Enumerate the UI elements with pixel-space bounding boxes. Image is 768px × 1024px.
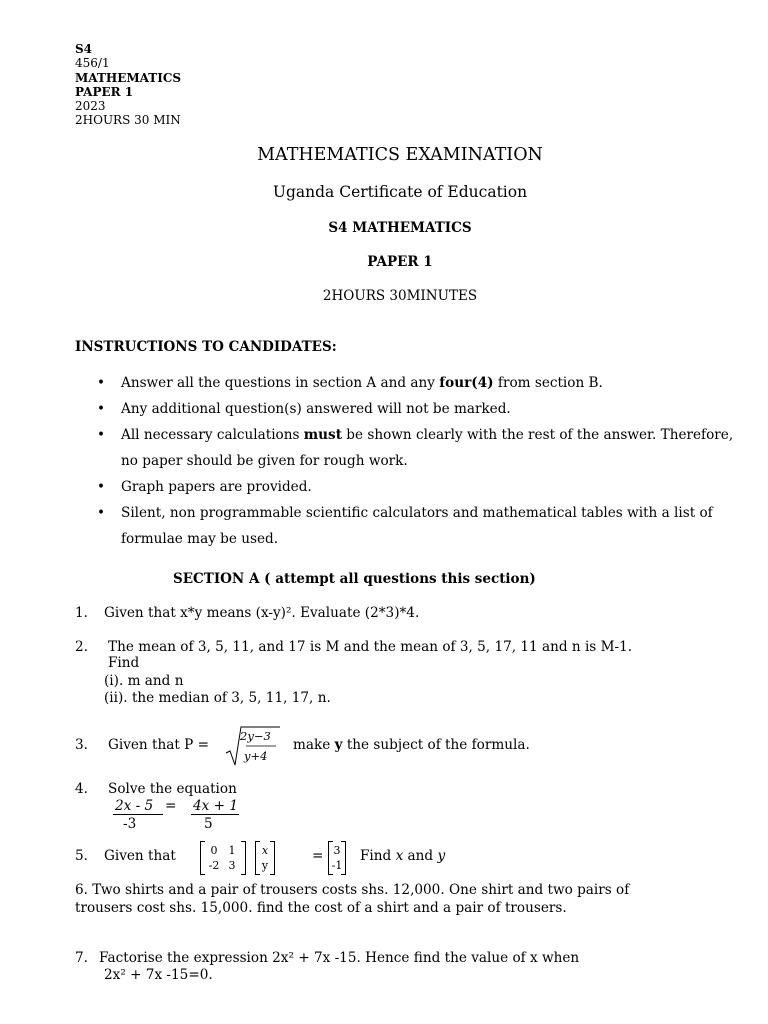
question-3-text: make y the subject of the formula. — [293, 737, 530, 753]
question-5-result-vector: 3 -1 — [328, 841, 346, 875]
question-5-matrix: 0 1 -2 3 — [200, 841, 246, 875]
bullet-icon: • — [97, 375, 106, 391]
header-code: 456/1 — [75, 56, 110, 71]
question-4-equals: = — [165, 798, 177, 814]
question-5-equals: = — [312, 848, 324, 864]
question-4-rhs-fraction-bar — [191, 814, 239, 815]
question-3-number: 3. — [75, 737, 88, 753]
instruction-item: • Graph papers are provided. — [75, 474, 735, 500]
question-6-line2: trousers cost shs. 15,000. find the cost of a shirt and a pair of trousers. — [75, 900, 567, 916]
instruction-item: • Any additional question(s) answered will not be marked. — [75, 396, 735, 422]
question-4-rhs-numerator: 4x + 1 — [193, 798, 238, 814]
bullet-icon: • — [97, 401, 106, 417]
duration-title: 2HOURS 30MINUTES — [322, 288, 478, 304]
question-2-number: 2. — [75, 639, 88, 655]
question-7-line2: 2x² + 7x -15=0. — [104, 967, 213, 983]
question-2-line2: Find — [108, 655, 140, 671]
bullet-icon: • — [97, 505, 106, 521]
question-6-line1: 6. Two shirts and a pair of trousers costs shs. 12,000. One shirt and two pairs of — [75, 882, 630, 898]
question-2-part-ii: (ii). the median of 3, 5, 11, 17, n. — [104, 690, 331, 706]
header-duration: 2HOURS 30 MIN — [75, 113, 181, 128]
question-5-prefix: Given that — [104, 848, 176, 864]
question-7-number: 7. — [75, 950, 88, 966]
question-5-vector: x y — [255, 841, 275, 875]
subject-title: S4 MATHEMATICS — [328, 220, 472, 236]
question-4-number: 4. — [75, 781, 88, 797]
question-4-lhs-denominator: -3 — [123, 816, 137, 832]
header-paper: PAPER 1 — [75, 84, 134, 99]
question-4-rhs-denominator: 5 — [204, 816, 213, 832]
question-1-number: 1. — [75, 605, 88, 621]
header-subject: MATHEMATICS — [75, 70, 182, 85]
paper-header — [75, 42, 181, 128]
question-4-lhs-fraction-bar — [113, 814, 163, 815]
question-2-line1: The mean of 3, 5, 11, and 17 is M and the mean of 3, 5, 17, 11 and n is M-1. — [108, 639, 633, 655]
certificate-title: Uganda Certificate of Education — [272, 183, 528, 201]
question-3-prefix: Given that P = — [108, 737, 209, 753]
question-3-numerator: 2y−3 — [240, 729, 271, 743]
bullet-icon: • — [97, 427, 106, 443]
main-title: MATHEMATICS EXAMINATION — [257, 145, 543, 165]
paper-title: PAPER 1 — [367, 254, 433, 270]
question-7-line1: Factorise the expression 2x² + 7x -15. Hence find the value of x when — [99, 950, 580, 966]
question-3-denominator: y+4 — [244, 749, 268, 763]
question-1-text: Given that x*y means (x-y)². Evaluate (2*3)*4. — [104, 605, 420, 621]
instruction-item: • All necessary calculations must be shown clearly with the rest of the answer. Therefore, no paper should be given for rough work. — [75, 422, 735, 474]
bullet-icon: • — [97, 479, 106, 495]
question-4-lhs-numerator: 2x - 5 — [115, 798, 154, 814]
question-4-text: Solve the equation — [108, 781, 237, 797]
header-level: S4 — [75, 42, 93, 56]
instructions-heading: INSTRUCTIONS TO CANDIDATES: — [75, 339, 337, 355]
instruction-item: • Silent, non programmable scientific calculators and mathematical tables with a list of formulae may be used. — [75, 500, 735, 552]
question-2-part-i: (i). m and n — [104, 673, 184, 689]
instruction-item: • Answer all the questions in section A and any four(4) from section B. — [75, 370, 735, 396]
instructions-list — [75, 370, 735, 552]
question-5-number: 5. — [75, 848, 88, 864]
header-year: 2023 — [75, 99, 106, 114]
question-5-text: Find x and y — [360, 848, 446, 864]
section-a-heading: SECTION A ( attempt all questions this section) — [173, 571, 536, 587]
